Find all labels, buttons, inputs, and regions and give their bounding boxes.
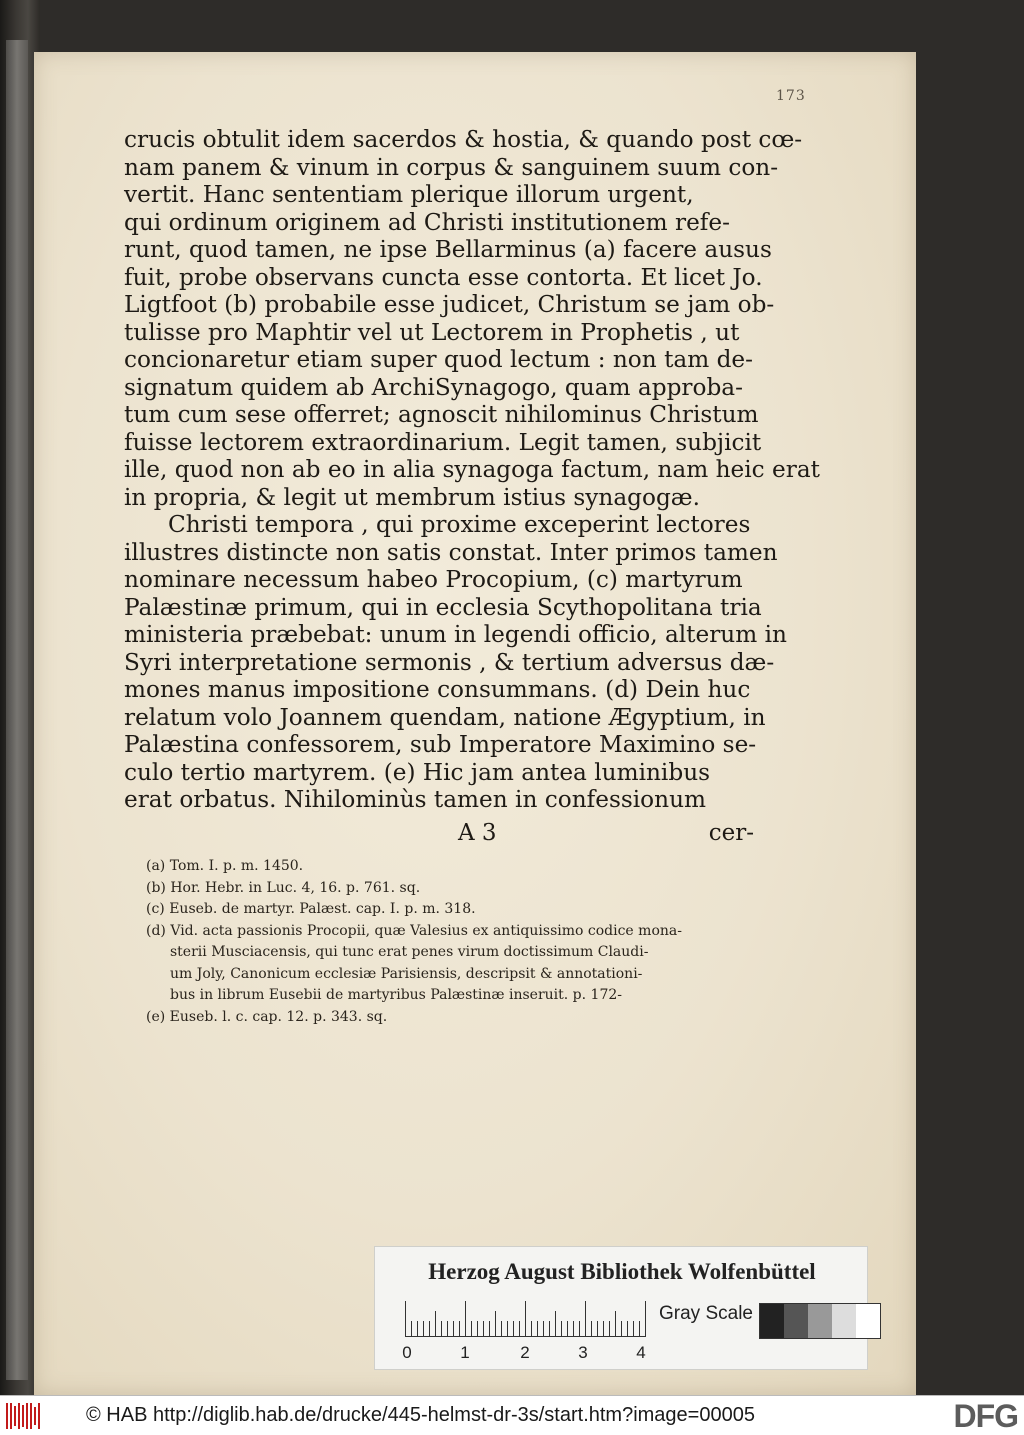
text-line: crucis obtulit idem sacerdos & hostia, & quando post cœ- <box>124 126 803 153</box>
page-number: 173 <box>776 88 806 104</box>
ruler-tick <box>633 1321 634 1337</box>
text-line: tum cum sese offerret; agnoscit nihilominus Christum <box>124 401 759 428</box>
ruler-tick <box>429 1321 430 1337</box>
ruler-tick <box>567 1321 568 1337</box>
scale-ruler <box>405 1301 645 1337</box>
text-line: Palæstina confessorem, sub Imperatore Maximino se- <box>124 731 757 758</box>
text-line: mones manus impositione consummans. (d) Dein huc <box>124 676 751 703</box>
ruler-tick <box>615 1311 616 1337</box>
footnote: (c) Euseb. de martyr. Palæst. cap. I. p. m. 318. <box>146 901 476 917</box>
ruler-tick <box>477 1321 478 1337</box>
text-line: Ligtfoot (b) probabile esse judicet, Christum se jam ob- <box>124 291 775 318</box>
ruler-tick <box>513 1321 514 1337</box>
scale-number: 1 <box>460 1343 470 1362</box>
ruler-tick <box>441 1321 442 1337</box>
card-title: Herzog August Bibliothek Wolfenbüttel <box>428 1259 816 1284</box>
ruler-tick <box>549 1321 550 1337</box>
ruler-tick <box>597 1321 598 1337</box>
barcode-icon <box>6 1401 50 1431</box>
ruler-tick <box>609 1321 610 1337</box>
gray-swatch <box>784 1304 808 1338</box>
ruler-tick <box>465 1301 466 1337</box>
ruler-tick <box>507 1321 508 1337</box>
gray-scale-label: Gray Scale <box>659 1303 753 1324</box>
ruler-tick <box>435 1311 436 1337</box>
ruler-tick <box>603 1321 604 1337</box>
text-line: fuisse lectorem extraordinarium. Legit tamen, subjicit <box>124 428 762 456</box>
footnote-continuation: bus in librum Eusebii de martyribus Palæstinæ inseruit. p. 172- <box>170 987 622 1003</box>
ruler-tick <box>543 1321 544 1337</box>
text-line: ille, quod non ab eo in alia synagoga factum, nam heic erat <box>124 456 820 483</box>
footnote: (a) Tom. I. p. m. 1450. <box>146 858 304 874</box>
text-line: tulisse pro Maphtir vel ut Lectorem in Prophetis , ut <box>124 318 740 346</box>
binding-edge <box>6 40 28 1380</box>
footnote: (b) Hor. Hebr. in Luc. 4, 16. p. 761. sq. <box>146 879 421 896</box>
footnote: (e) Euseb. l. c. cap. 12. p. 343. sq. <box>146 1008 388 1025</box>
source-url[interactable]: © HAB http://diglib.hab.de/drucke/445-helmst-dr-3s/start.htm?image=00005 <box>86 1404 755 1426</box>
text-line: culo tertio martyrem. (e) Hic jam antea luminibus <box>124 758 711 786</box>
text-line: fuit, probe observans cuncta esse contorta. Et licet Jo. <box>124 263 763 291</box>
text-line: qui ordinum originem ad Christi institutionem refe- <box>124 208 730 236</box>
document-page <box>34 52 916 1395</box>
ruler-tick <box>531 1321 532 1337</box>
ruler-tick <box>579 1321 580 1337</box>
text-line: Christi tempora , qui proxime exceperint lectores <box>168 511 751 538</box>
signature-line <box>124 820 754 848</box>
text-line: vertit. Hanc sententiam plerique illorum urgent, <box>124 181 694 208</box>
text-line: nam panem & vinum in corpus & sanguinem suum con- <box>124 153 779 181</box>
text-line: Syri interpretatione sermonis , & tertium adversus dæ- <box>124 648 775 676</box>
catchword: cer- <box>708 820 754 846</box>
ruler-tick <box>489 1321 490 1337</box>
color-calibration-card <box>374 1246 868 1370</box>
footnote-continuation: um Joly, Canonicum ecclesiæ Parisiensis, descripsit & annotationi- <box>170 965 643 982</box>
footnotes <box>146 856 756 1028</box>
ruler-tick <box>459 1321 460 1337</box>
ruler-tick <box>495 1311 496 1337</box>
ruler-tick <box>537 1321 538 1337</box>
text-line: in propria, & legit ut membrum istius synagogæ. <box>124 483 700 511</box>
ruler-tick <box>639 1321 640 1337</box>
text-line: Palæstinæ primum, qui in ecclesia Scythopolitana tria <box>124 593 762 621</box>
gray-swatch <box>856 1304 880 1338</box>
footnote-continuation: sterii Musciacensis, qui tunc erat penes virum doctissimum Claudi- <box>170 944 649 960</box>
footer-bar <box>0 1395 1024 1435</box>
ruler-tick <box>405 1301 406 1337</box>
body-text <box>124 126 820 814</box>
ruler-tick <box>471 1321 472 1337</box>
ruler-tick <box>591 1321 592 1337</box>
ruler-tick <box>423 1321 424 1337</box>
scale-number: 3 <box>578 1343 588 1362</box>
scale-number: 2 <box>520 1343 530 1362</box>
text-line: illustres distincte non satis constat. Inter primos tamen <box>124 538 778 566</box>
ruler-tick <box>627 1321 628 1337</box>
text-line: nominare necessum habeo Procopium, (c) martyrum <box>124 566 743 593</box>
ruler-tick <box>645 1301 646 1337</box>
gray-swatch <box>760 1304 784 1338</box>
footnote: (d) Vid. acta passionis Procopii, quæ Valesius ex antiquissimo codice mona- <box>146 922 682 939</box>
ruler-tick <box>501 1321 502 1337</box>
scale-number: 0 <box>402 1343 412 1362</box>
ruler-tick <box>411 1321 412 1337</box>
text-line: ministeria præbebat: unum in legendi officio, alterum in <box>124 621 787 648</box>
ruler-tick <box>585 1301 586 1337</box>
text-line: signatum quidem ab ArchiSynagogo, quam approba- <box>124 373 743 401</box>
signature-mark: A 3 <box>458 820 497 846</box>
ruler-tick <box>519 1321 520 1337</box>
ruler-tick <box>525 1301 526 1337</box>
ruler-tick <box>417 1321 418 1337</box>
gray-swatch <box>808 1304 832 1338</box>
dfg-logo: DFG <box>953 1398 1018 1434</box>
text-line: concionaretur etiam super quod lectum : non tam de- <box>124 346 753 373</box>
ruler-tick <box>573 1321 574 1337</box>
ruler-tick <box>447 1321 448 1337</box>
text-line: erat orbatus. Nihilominùs tamen in confessionum <box>124 786 706 813</box>
ruler-tick <box>453 1321 454 1337</box>
ruler-tick <box>555 1311 556 1337</box>
ruler-tick <box>561 1321 562 1337</box>
text-line: runt, quod tamen, ne ipse Bellarminus (a) facere ausus <box>124 236 772 263</box>
text-line: relatum volo Joannem quendam, natione Ægyptium, in <box>124 703 766 731</box>
ruler-tick <box>621 1321 622 1337</box>
scale-number: 4 <box>636 1343 646 1362</box>
gray-swatch <box>832 1304 856 1338</box>
gray-swatches <box>759 1303 881 1339</box>
ruler-tick <box>483 1321 484 1337</box>
